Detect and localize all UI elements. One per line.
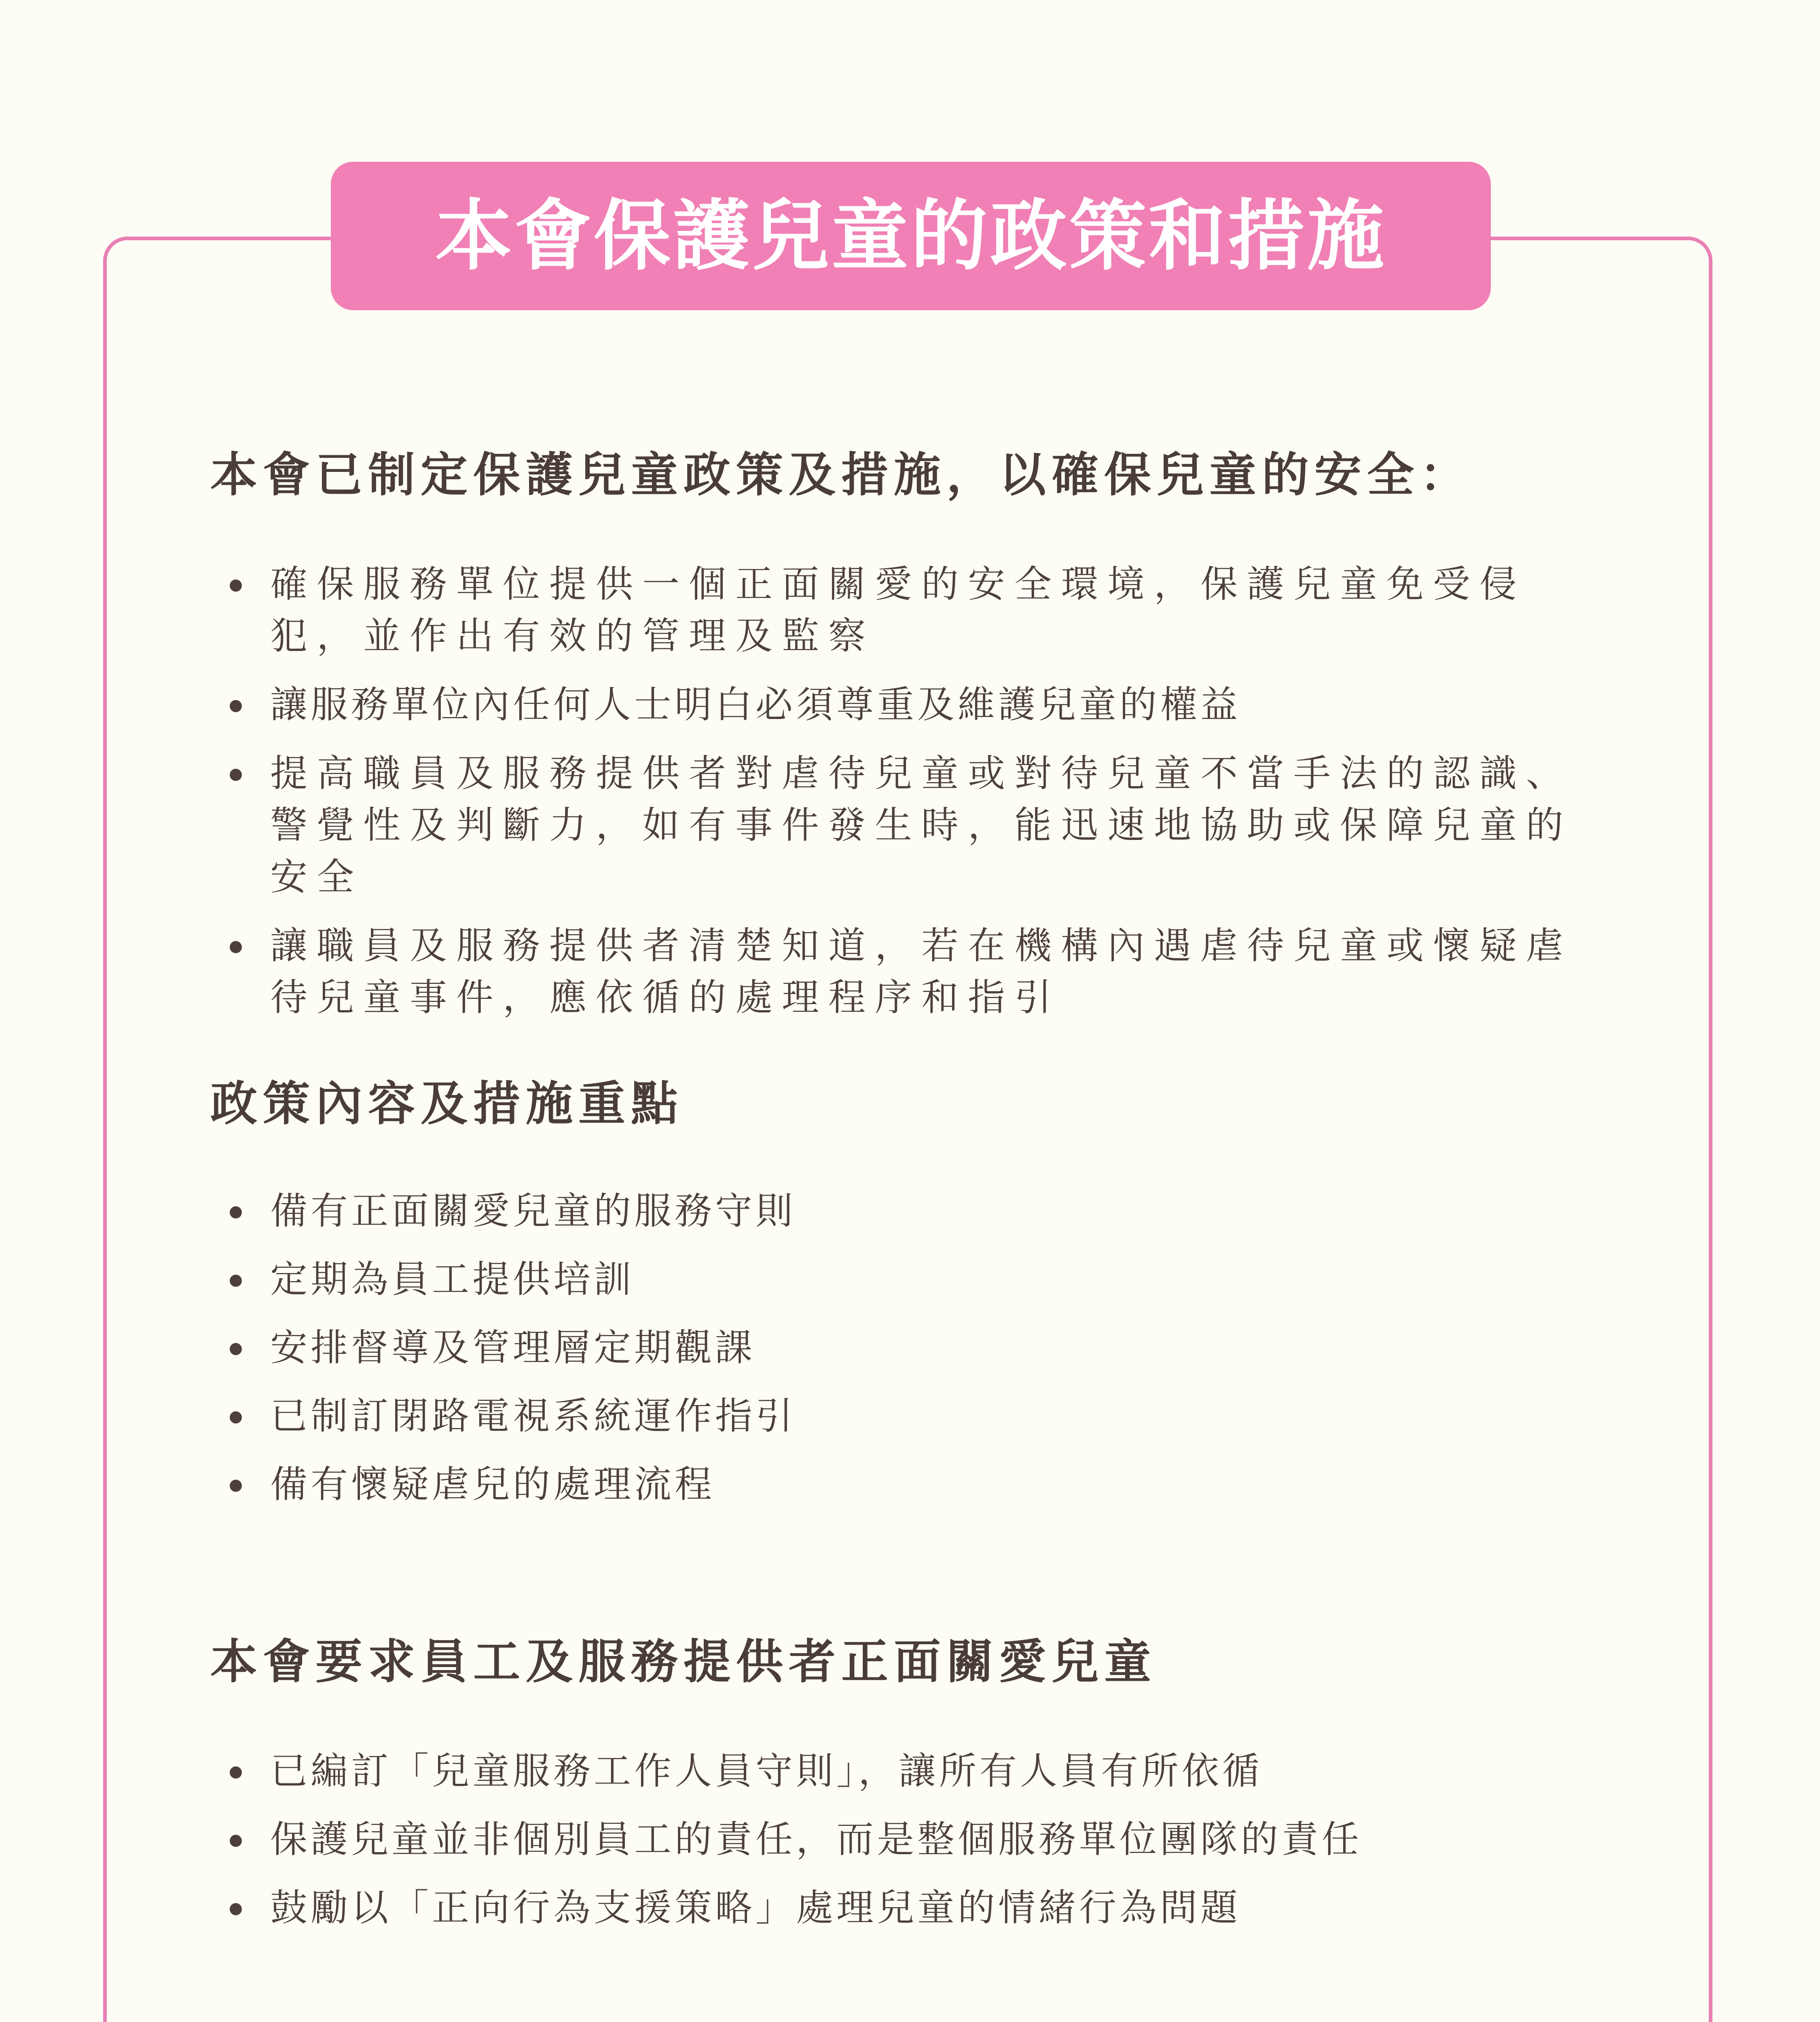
- list-item-text: 鼓勵以「正向行為支援策略」處理兒童的情緒行為問題: [270, 1886, 1241, 1930]
- list-item: [210, 1185, 1594, 1237]
- bullet-dot-icon: [230, 941, 242, 953]
- list-item: [210, 748, 1594, 903]
- section-staff-requirements: [210, 1634, 1594, 1934]
- bullet-dot-icon: [230, 1343, 242, 1355]
- list-item-text: 讓職員及服務提供者清楚知道，若在機構內遇虐待兒童或懷疑虐待兒童事件，應依循的處理程序和指引: [270, 924, 1573, 1019]
- title-banner: [331, 162, 1491, 310]
- page-title: 本會保護兒童的政策和措施: [435, 191, 1386, 281]
- list-item-text: 讓服務單位內任何人士明白必須尊重及維護兒童的權益: [270, 683, 1241, 727]
- section-heading: 本會要求員工及服務提供者正面關愛兒童: [210, 1635, 1157, 1689]
- bullet-list: [210, 558, 1594, 1024]
- bullet-dot-icon: [230, 1835, 242, 1847]
- list-item: [210, 558, 1594, 662]
- section-policy-highlights: [210, 1076, 1594, 1510]
- section-heading: 本會已制定保護兒童政策及措施，以確保兒童的安全：: [210, 448, 1472, 502]
- list-item: [210, 1745, 1594, 1797]
- list-item-text: 備有正面關愛兒童的服務守則: [270, 1189, 796, 1233]
- bullet-list: [210, 1745, 1594, 1934]
- list-item: [210, 1459, 1594, 1510]
- section-policy-goals: [210, 447, 1594, 1024]
- list-item-text: 定期為員工提供培訓: [270, 1258, 635, 1301]
- list-item: [210, 679, 1594, 731]
- bullet-list: [210, 1185, 1594, 1510]
- list-item: [210, 1322, 1594, 1374]
- bullet-dot-icon: [230, 769, 242, 781]
- list-item: [210, 1814, 1594, 1865]
- list-item-text: 提高職員及服務提供者對虐待兒童或對待兒童不當手法的認識、警覺性及判斷力，如有事件發生時，能迅速地協助或保障兒童的安全: [270, 752, 1573, 899]
- list-item: [210, 920, 1594, 1024]
- bullet-dot-icon: [230, 1411, 242, 1423]
- bullet-dot-icon: [230, 1903, 242, 1915]
- list-item: [210, 1882, 1594, 1934]
- list-item-text: 備有懷疑虐兒的處理流程: [270, 1463, 715, 1506]
- list-item-text: 已制訂閉路電視系統運作指引: [270, 1394, 796, 1438]
- list-item-text: 保護兒童並非個別員工的責任，而是整個服務單位團隊的責任: [270, 1818, 1363, 1861]
- bullet-dot-icon: [230, 1275, 242, 1287]
- list-item: [210, 1390, 1594, 1442]
- bullet-dot-icon: [230, 1480, 242, 1492]
- list-item-text: 確保服務單位提供一個正面關愛的安全環境，保護兒童免受侵犯，並作出有效的管理及監察: [270, 563, 1526, 658]
- bullet-dot-icon: [230, 700, 242, 712]
- bullet-dot-icon: [230, 1766, 242, 1779]
- list-item-text: 已編訂「兒童服務工作人員守則」，讓所有人員有所依循: [270, 1749, 1263, 1793]
- list-item: [210, 1254, 1594, 1305]
- section-heading: 政策內容及措施重點: [210, 1077, 684, 1131]
- bullet-dot-icon: [230, 580, 242, 592]
- list-item-text: 安排督導及管理層定期觀課: [270, 1326, 756, 1370]
- bullet-dot-icon: [230, 1206, 242, 1218]
